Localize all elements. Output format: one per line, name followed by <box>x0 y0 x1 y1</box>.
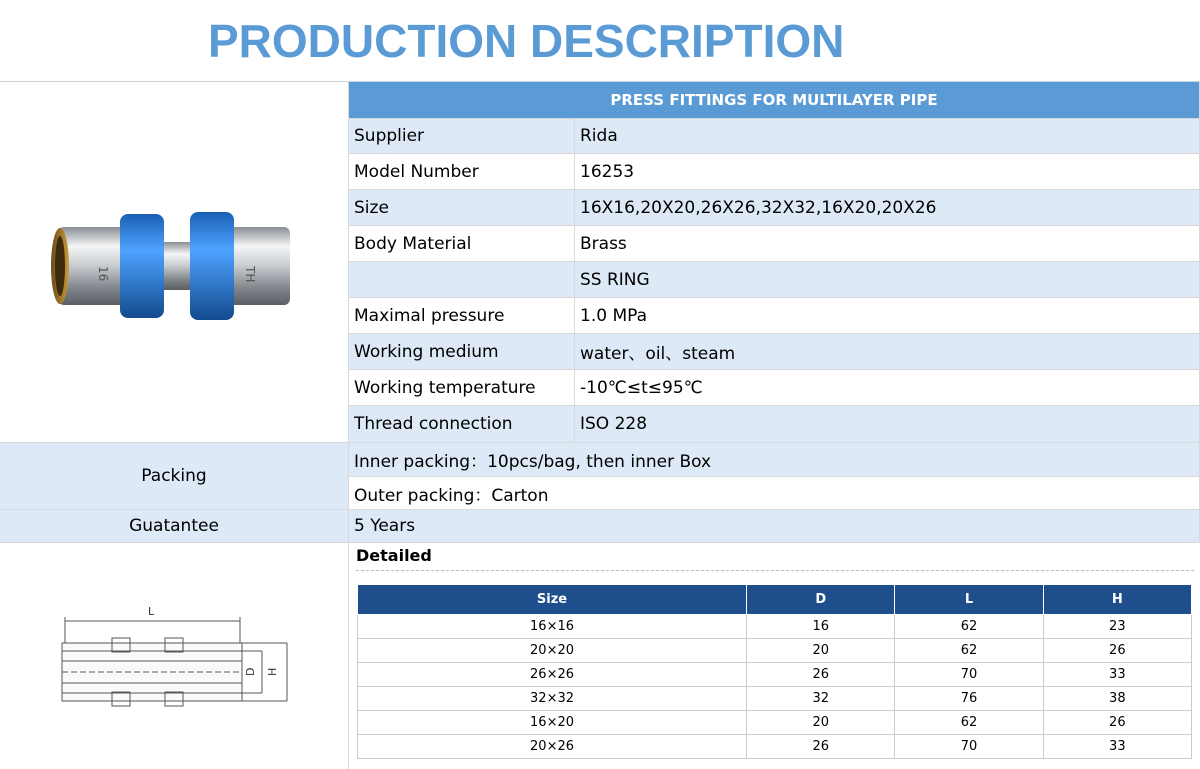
spec-label: Working medium <box>349 334 575 370</box>
spec-value: 16X16,20X20,26X26,32X32,16X20,20X26 <box>575 190 1200 226</box>
spec-value: 16253 <box>575 154 1200 190</box>
spec-label: Supplier <box>349 119 575 154</box>
table-cell: 76 <box>895 687 1043 711</box>
technical-drawing <box>0 543 349 769</box>
spec-value: water、oil、steam <box>575 334 1200 370</box>
table-cell: 20 <box>747 711 895 735</box>
table-row <box>358 735 1192 759</box>
table-cell: 26×26 <box>358 663 747 687</box>
table-cell: 23 <box>1043 615 1191 639</box>
detail-area <box>349 543 1200 769</box>
spec-value: Brass <box>575 226 1200 262</box>
product-photo-cell <box>0 82 349 443</box>
spec-value: Rida <box>575 119 1200 154</box>
page-title: PRODUCTION DESCRIPTION <box>208 15 845 67</box>
table-row <box>358 615 1192 639</box>
table-cell: 62 <box>895 711 1043 735</box>
product-marking-right: TH <box>243 266 257 283</box>
detail-title: Detailed <box>356 546 432 565</box>
drawing-label-h: H <box>266 667 279 676</box>
table-cell: 20×20 <box>358 639 747 663</box>
product-marking-left: 16 <box>96 266 110 282</box>
spec-value: -10℃≤t≤95℃ <box>575 370 1200 406</box>
spec-label: Maximal pressure <box>349 298 575 334</box>
drawing-label-l: L <box>148 605 155 618</box>
table-cell: 70 <box>895 735 1043 759</box>
technical-drawing-cell <box>0 543 349 769</box>
spec-label: Size <box>349 190 575 226</box>
detail-table <box>357 584 1192 759</box>
table-cell: 26 <box>747 735 895 759</box>
table-cell: 26 <box>747 663 895 687</box>
spec-header: PRESS FITTINGS FOR MULTILAYER PIPE <box>349 82 1200 119</box>
spec-value: SS RING <box>575 262 1200 298</box>
spec-label: Working temperature <box>349 370 575 406</box>
col-h: H <box>1043 585 1191 615</box>
title-bar <box>0 0 1200 82</box>
table-cell: 33 <box>1043 735 1191 759</box>
table-cell: 62 <box>895 615 1043 639</box>
product-photo <box>0 82 349 443</box>
table-cell: 16×16 <box>358 615 747 639</box>
table-cell: 62 <box>895 639 1043 663</box>
spec-value: 1.0 MPa <box>575 298 1200 334</box>
spec-sheet <box>0 82 1200 769</box>
spec-value: ISO 228 <box>575 406 1200 443</box>
table-row <box>358 711 1192 735</box>
table-cell: 70 <box>895 663 1043 687</box>
spec-label: Thread connection <box>349 406 575 443</box>
table-row <box>358 687 1192 711</box>
col-d: D <box>747 585 895 615</box>
col-l: L <box>895 585 1043 615</box>
packing-outer: Outer packing：Carton <box>349 477 1200 510</box>
drawing-label-d: D <box>244 667 257 676</box>
table-row <box>358 639 1192 663</box>
detail-table-header <box>358 585 1192 615</box>
dashed-divider <box>356 570 1194 571</box>
table-cell: 20×26 <box>358 735 747 759</box>
table-row <box>358 663 1192 687</box>
packing-inner: Inner packing：10pcs/bag, then inner Box <box>349 443 1200 477</box>
spec-label: Model Number <box>349 154 575 190</box>
spec-label <box>349 262 575 298</box>
table-cell: 32 <box>747 687 895 711</box>
table-cell: 16 <box>747 615 895 639</box>
guarantee-value: 5 Years <box>349 510 1200 543</box>
guarantee-label: Guatantee <box>0 510 349 543</box>
table-cell: 38 <box>1043 687 1191 711</box>
table-cell: 20 <box>747 639 895 663</box>
table-cell: 32×32 <box>358 687 747 711</box>
spec-label: Body Material <box>349 226 575 262</box>
packing-label: Packing <box>0 443 349 510</box>
table-cell: 26 <box>1043 711 1191 735</box>
table-cell: 33 <box>1043 663 1191 687</box>
table-cell: 26 <box>1043 639 1191 663</box>
table-cell: 16×20 <box>358 711 747 735</box>
col-size: Size <box>358 585 747 615</box>
